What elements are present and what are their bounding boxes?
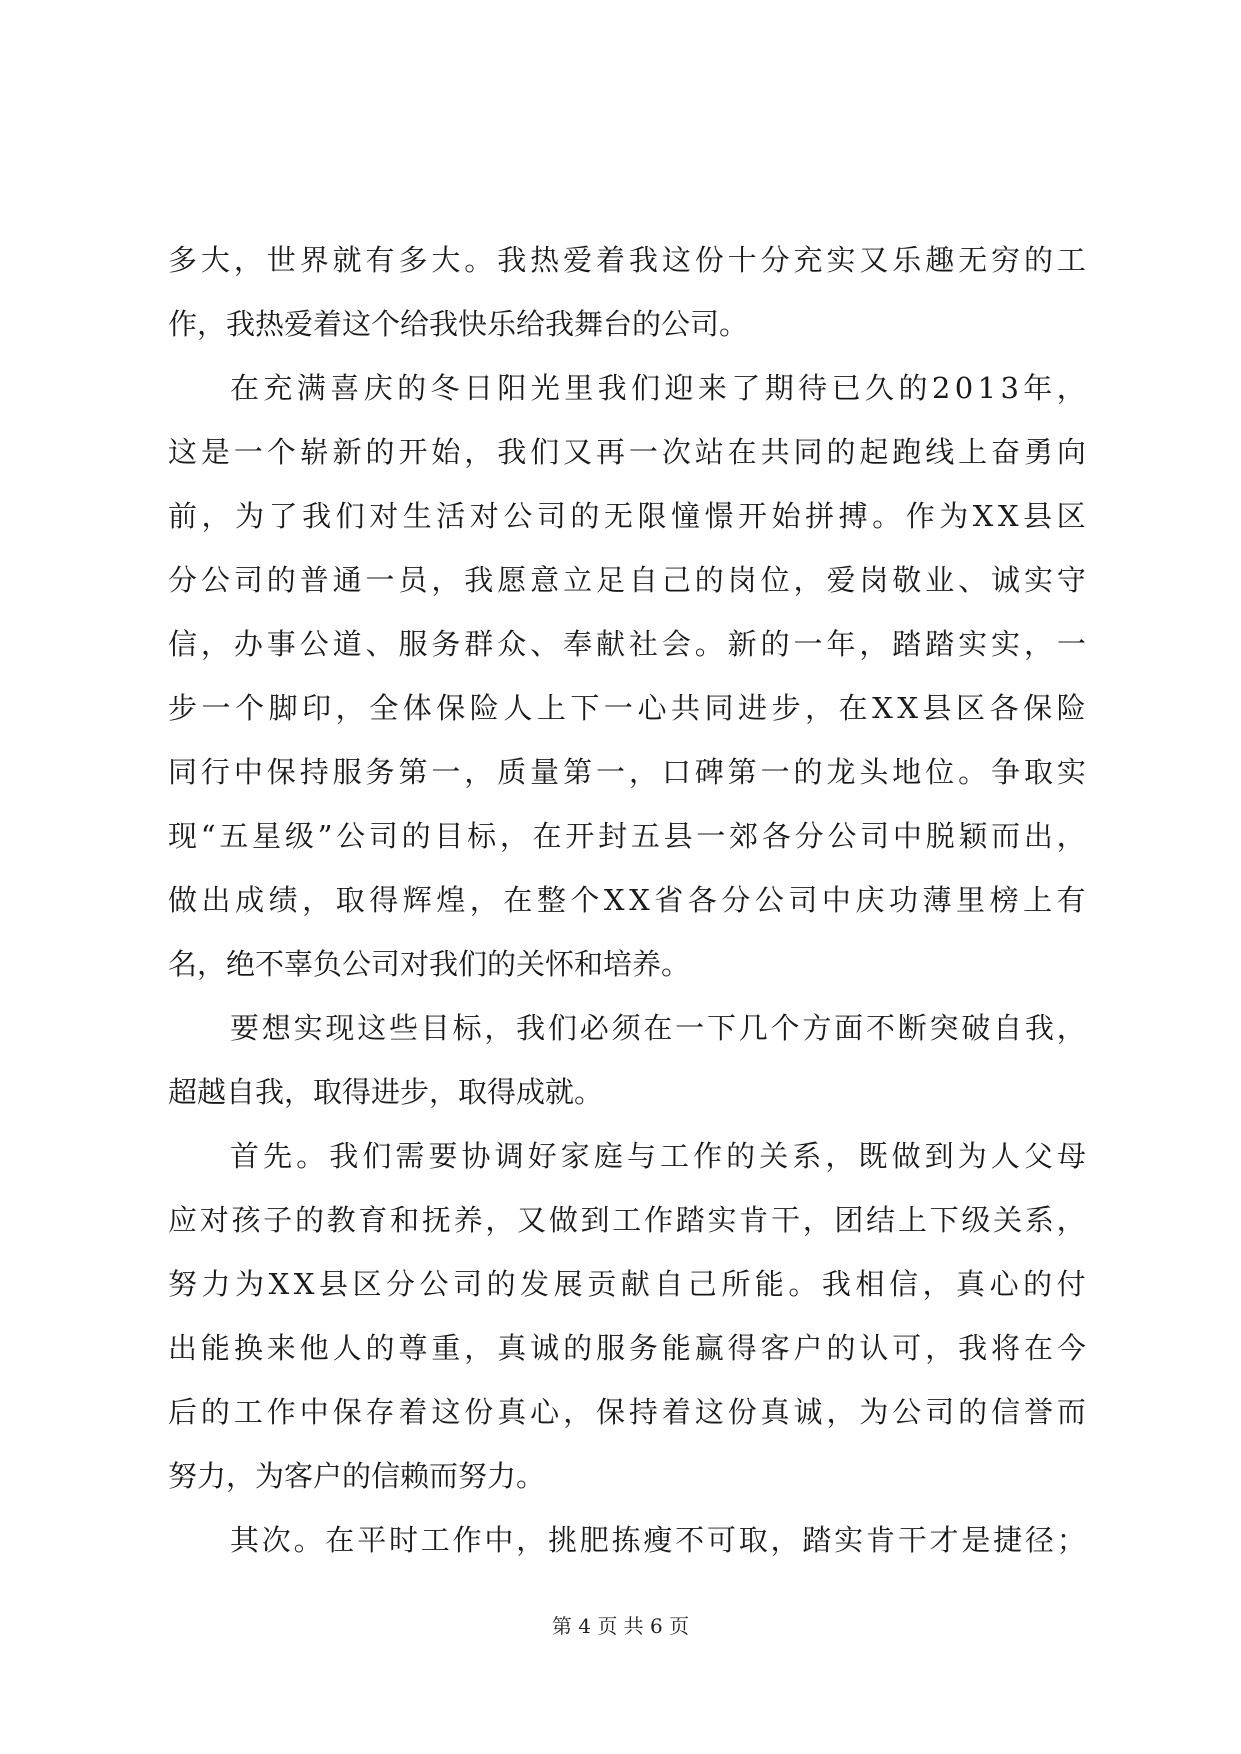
text-line: 名，绝不辜负公司对我们的关怀和培养。 [168, 947, 691, 981]
text-line: 后 的 工 作 中 保 存 着 这 份 真 心 ， 保 持 着 这 份 真 诚 ， 为 公 司 的 信 誉 而 [168, 1395, 1086, 1429]
text-line: 信 ， 办 事 公 道 、 服 务 群 众 、 奉 献 社 会 。 新 的 一 年 ， 踏 踏 实 实 ， 一 [168, 627, 1086, 661]
text-line: 努力，为客户的信赖而努力。 [168, 1459, 546, 1493]
text-line: 应 对 孩 子 的 教 育 和 抚 养 ， 又 做 到 工 作 踏 实 肯 干 ， 团 结 上 下 级 关 系 ， [168, 1203, 1086, 1237]
paragraph [168, 356, 1086, 996]
text-line: 作，我热爱着这个给我快乐给我舞台的公司。 [168, 307, 749, 341]
paragraph [168, 1508, 1086, 1572]
text-line: 首 先 。 我 们 需 要 协 调 好 家 庭 与 工 作 的 关 系 ， 既 做 到 为 人 父 母 [230, 1139, 1086, 1173]
text-line: 超越自我，取得进步，取得成就。 [168, 1075, 604, 1109]
text-line: 其 次 。 在 平 时 工 作 中 ， 挑 肥 拣 瘦 不 可 取 ， 踏 实 肯 干 才 是 捷 径 ； [230, 1523, 1086, 1557]
text-line: 这 是 一 个 崭 新 的 开 始 ， 我 们 又 再 一 次 站 在 共 同 的 起 跑 线 上 奋 勇 向 [168, 435, 1086, 469]
text-line: 同 行 中 保 持 服 务 第 一 ， 质 量 第 一 ， 口 碑 第 一 的 龙 头 地 位 。 争 取 实 [168, 755, 1086, 789]
text-line: 做 出 成 绩 ， 取 得 辉 煌 ， 在 整 个 X X 省 各 分 公 司 中 庆 功 薄 里 榜 上 有 [168, 883, 1086, 917]
text-line: 出 能 换 来 他 人 的 尊 重 ， 真 诚 的 服 务 能 赢 得 客 户 的 认 可 ， 我 将 在 今 [168, 1331, 1086, 1365]
paragraph [168, 1124, 1086, 1508]
page-footer: 第 4 页 共 6 页 [551, 1614, 690, 1638]
text-line: 努 力 为 X X 县 区 分 公 司 的 发 展 贡 献 自 己 所 能 。 我 相 信 ， 真 心 的 付 [168, 1267, 1086, 1301]
text-line: 分 公 司 的 普 通 一 员 ， 我 愿 意 立 足 自 己 的 岗 位 ， 爱 岗 敬 业 、 诚 实 守 [168, 563, 1086, 597]
paragraph [168, 996, 1086, 1124]
text-line: 要 想 实 现 这 些 目 标 ， 我 们 必 须 在 一 下 几 个 方 面 不 断 突 破 自 我 ， [230, 1011, 1086, 1045]
paragraph [168, 228, 1086, 356]
document-body [168, 228, 1086, 1572]
text-line: 在 充 满 喜 庆 的 冬 日 阳 光 里 我 们 迎 来 了 期 待 已 久 的 2 0 1 3 年 ， [230, 371, 1086, 405]
text-line: 现 “ 五 星 级 ” 公 司 的 目 标 ， 在 开 封 五 县 一 郊 各 分 公 司 中 脱 颖 而 出 ， [168, 819, 1086, 853]
text-line: 步 一 个 脚 印 ， 全 体 保 险 人 上 下 一 心 共 同 进 步 ， 在 X X 县 区 各 保 险 [168, 691, 1086, 725]
text-line: 前 ， 为 了 我 们 对 生 活 对 公 司 的 无 限 憧 憬 开 始 拼 搏 。 作 为 X X 县 区 [168, 499, 1086, 533]
text-line: 多 大 ， 世 界 就 有 多 大 。 我 热 爱 着 我 这 份 十 分 充 实 又 乐 趣 无 穷 的 工 [168, 243, 1086, 277]
